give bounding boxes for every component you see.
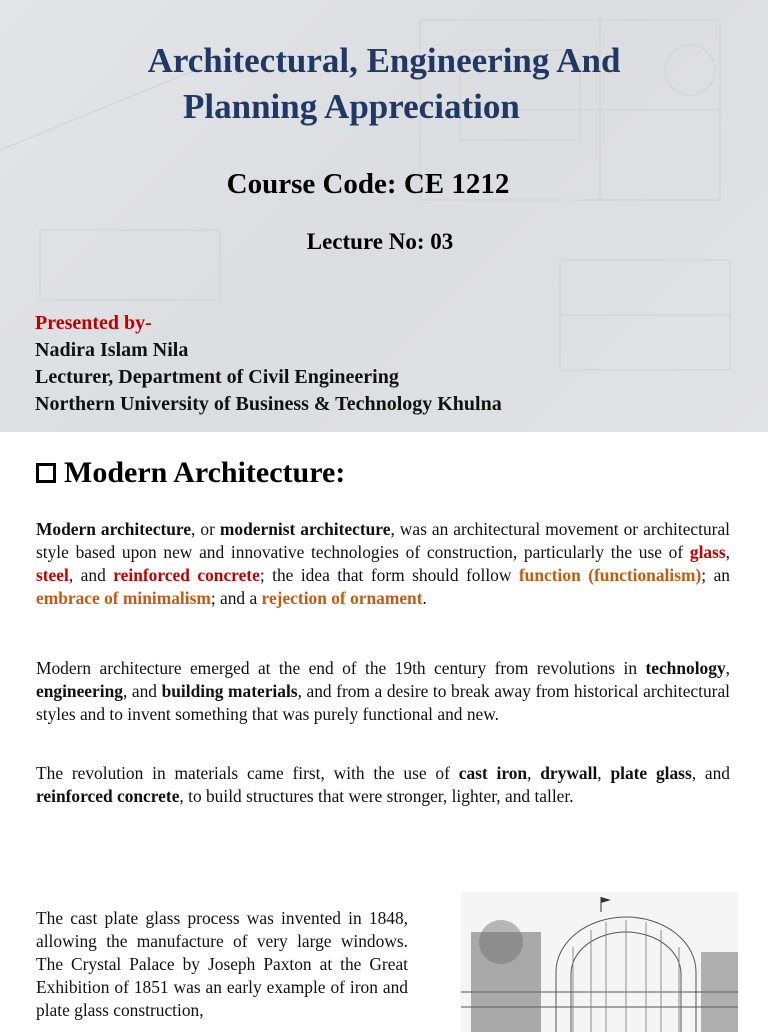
text-span: , and from a desire to break away from historical architectural styles and to invent something that was purely functional and new. [36,681,731,724]
term-rejection-of-ornament: rejection of ornament [261,588,423,608]
term-building-materials: building materials [161,681,298,701]
text-span: , [597,763,611,783]
presenter-block [35,310,502,418]
term-modern-architecture: Modern architecture [36,519,192,539]
term-modernist-architecture: modernist architecture [219,519,391,539]
term-technology: technology [645,658,726,678]
text-span: , and [122,681,162,701]
slide-title [0,38,768,130]
term-drywall: drywall [540,763,598,783]
term-cast-iron: cast iron [458,763,528,783]
text-span: , [527,763,541,783]
text-span: ; an [701,565,730,585]
term-steel: steel [36,565,69,585]
term-minimalism: embrace of minimalism [36,588,211,608]
text-span: , and [691,763,730,783]
title-slide [0,0,768,432]
checkbox-bullet-icon [36,463,56,483]
presenter-institution: Northern University of Business & Technology Khulna [35,393,502,415]
section-heading-text: Modern Architecture: [64,456,346,489]
paragraph-crystal-palace: The cast plate glass process was invented in 1848, allowing the manufacture of very large windows. The Crystal Palace by Joseph Paxton at the Great Exhibition of 1851 was an early example of iron and plate glass construction, [36,908,408,1020]
presenter-name: Nadira Islam Nila [35,339,189,361]
text-span: Modern architecture emerged at the end of the 19th century from revolutions in [36,658,646,678]
term-glass: glass [689,542,726,562]
term-engineering: engineering [36,681,123,701]
presenter-position: Lecturer, Department of Civil Engineering [35,366,399,388]
text-span: , to build structures that were stronger, lighter, and taller. [179,786,574,806]
content-slide [0,432,768,1024]
course-code: Course Code: CE 1212 [226,168,510,200]
term-functionalism: function (functionalism) [518,565,702,585]
paragraph-definition [36,518,730,610]
term-reinforced-concrete: reinforced concrete [113,565,260,585]
crystal-palace-image [461,892,738,1032]
text-span: . [422,588,427,608]
paragraph-emergence [36,657,730,726]
paragraph-materials [36,762,730,808]
text-span: , and [68,565,114,585]
section-heading [36,456,345,490]
text-span: , or [191,519,220,539]
crystal-palace-illustration [461,892,738,1032]
title-line-1: Architectural, Engineering And [147,41,621,80]
text-span: , [725,658,730,678]
lecture-number: Lecture No: 03 [306,229,454,254]
text-span: , [725,542,730,562]
term-reinforced-concrete-2: reinforced concrete [36,786,180,806]
term-plate-glass: plate glass [610,763,692,783]
text-span: , was an architectural movement or architectural style based upon new and innovative technologies of construction, particularly the use of [36,519,731,562]
presented-by-label: Presented by- [35,312,152,334]
text-span: ; and a [210,588,262,608]
text-span: ; the idea that form should follow [259,565,519,585]
text-span: The revolution in materials came first, with the use of [36,763,459,783]
title-line-2: Planning Appreciation [183,87,520,126]
